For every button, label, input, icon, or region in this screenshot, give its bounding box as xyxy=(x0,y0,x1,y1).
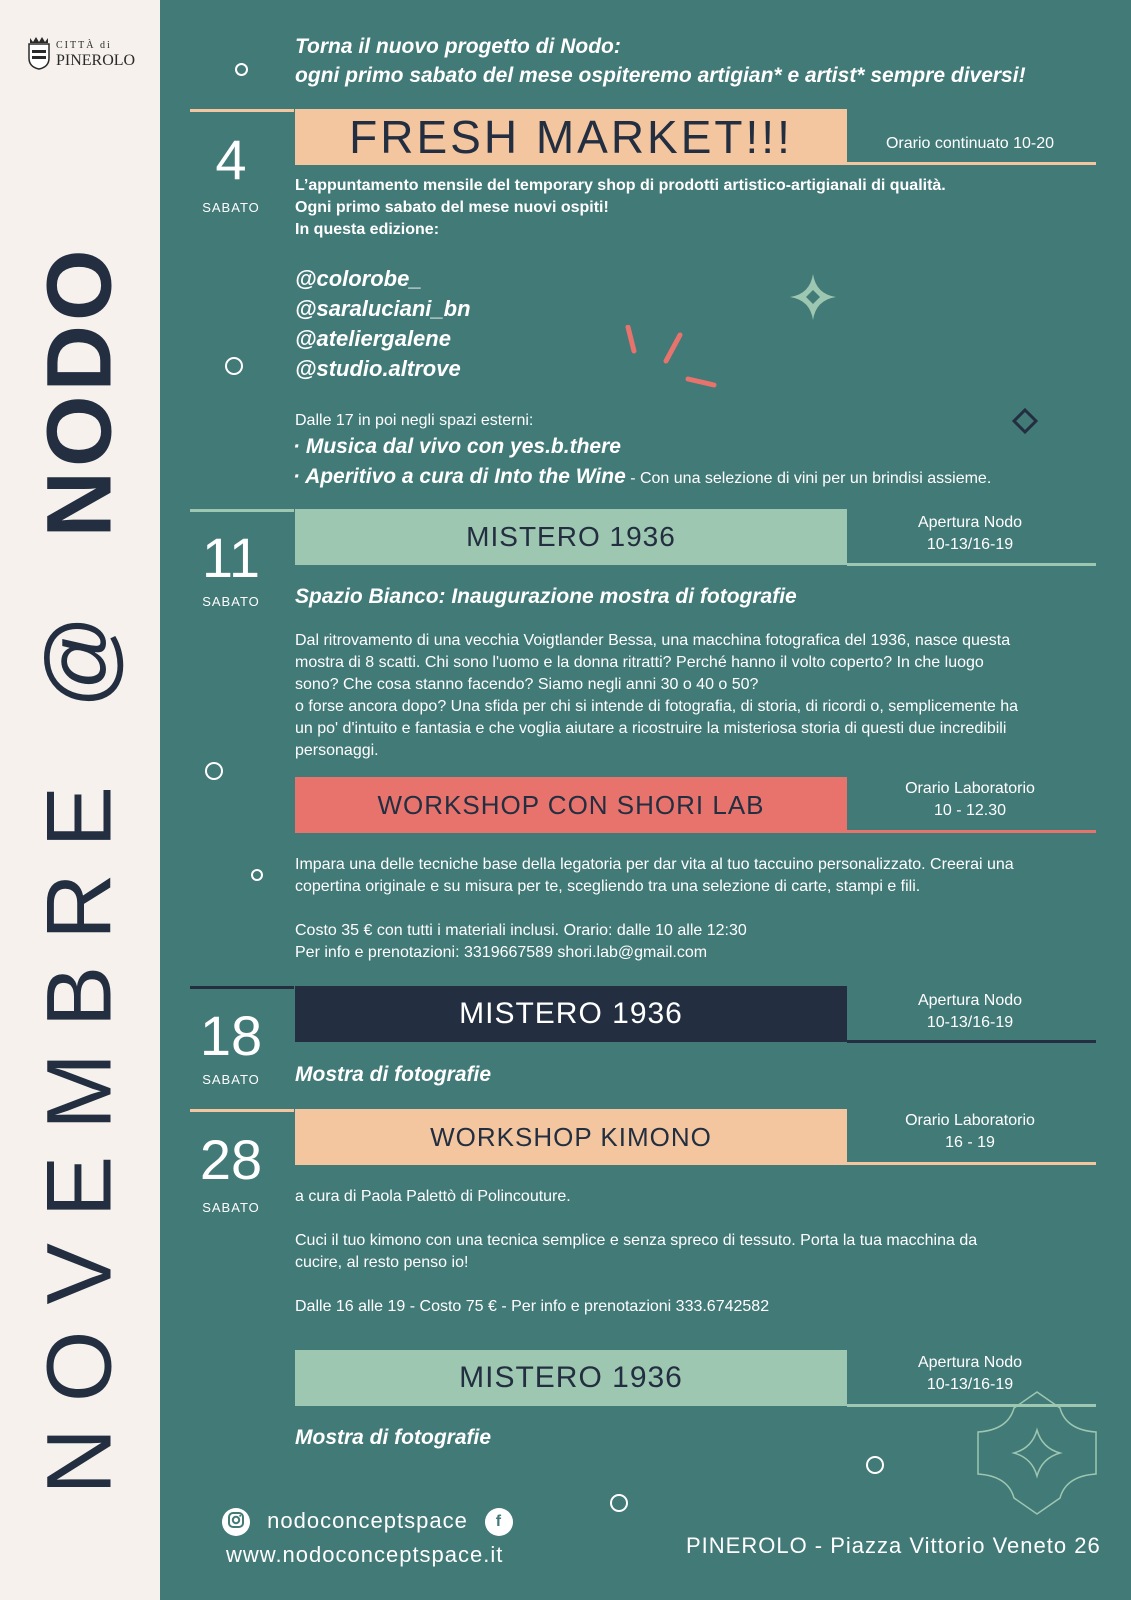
banner-fresh-market: FRESH MARKET!!! xyxy=(295,109,847,165)
hours-line: 10-13/16-19 xyxy=(926,1014,1014,1031)
handle-colorobe[interactable]: @colorobe_ xyxy=(295,266,422,291)
instagram-icon[interactable] xyxy=(222,1508,250,1536)
footer-social xyxy=(222,1508,513,1536)
bullet-music: · Musica dal vivo con yes.b.there xyxy=(293,435,621,458)
divider xyxy=(847,830,1096,833)
confetti-icon xyxy=(620,325,720,395)
desc-line: o forse ancora dopo? Una sfida per chi si intende di fotografia, di storia, di ricordi o, semplicemente ha xyxy=(295,698,1019,715)
hours-mistero xyxy=(870,990,1070,1034)
website-link[interactable]: www.nodoconceptspace.it xyxy=(226,1542,504,1567)
banner-mistero-1936: MISTERO 1936 xyxy=(295,509,847,565)
address: PINEROLO - Piazza Vittorio Veneto 26 xyxy=(686,1533,1101,1558)
desc-fresh-market xyxy=(295,175,1105,241)
banner-workshop-kimono: WORKSHOP KIMONO xyxy=(295,1109,847,1165)
decor-circle xyxy=(235,63,248,76)
banner-mistero-1936: MISTERO 1936 xyxy=(295,986,847,1042)
hours-line: Apertura Nodo xyxy=(917,992,1023,1009)
vertical-title-month: NOVEMBRE @ xyxy=(28,537,131,1495)
divider xyxy=(847,1162,1096,1165)
date-day-28: 28 xyxy=(199,1128,263,1191)
divider xyxy=(190,509,294,512)
logo-line2: PINEROLO xyxy=(56,52,136,69)
desc-line: sono? Che cosa stanno facendo? Siamo negli anni 30 o 40 o 50? xyxy=(295,676,759,693)
facebook-icon[interactable]: f xyxy=(485,1508,513,1536)
banner-workshop-shori: WORKSHOP CON SHORI LAB xyxy=(295,777,847,833)
social-handle[interactable]: nodoconceptspace xyxy=(267,1508,468,1533)
desc-line: Ogni primo sabato del mese nuovi ospiti! xyxy=(295,199,609,216)
desc-line: Per info e prenotazioni: 3319667589 shori.lab@gmail.com xyxy=(295,944,708,961)
bullet-aperitivo-text: Aperitivo a cura di Into the Wine xyxy=(305,465,626,488)
divider xyxy=(847,563,1096,566)
desc-line: Costo 35 € con tutti i materiali inclusi. Orario: dalle 10 alle 12:30 xyxy=(295,922,747,939)
handle-saraluciani[interactable]: @saraluciani_bn xyxy=(295,296,471,321)
city-logo xyxy=(24,36,139,74)
outdoor-intro: Dalle 17 in poi negli spazi esterni: xyxy=(295,412,534,429)
hours-line: Apertura Nodo xyxy=(917,514,1023,531)
desc-line: L’appuntamento mensile del temporary shop di prodotti artistico-artigianali di qualità. xyxy=(295,177,946,194)
desc-line: Cuci il tuo kimono con una tecnica semplice e senza spreco di tessuto. Porta la tua macchina da xyxy=(295,1232,978,1249)
desc-shori xyxy=(295,854,1105,964)
desc-line: mostra di 8 scatti. Chi sono l'uomo e la donna ritratti? Perché hanno il volto coperto? In che luogo xyxy=(295,654,984,671)
intro xyxy=(295,32,1026,90)
divider xyxy=(847,1404,1096,1407)
date-weekday: SABATO xyxy=(202,1200,260,1215)
desc-line: a cura di Paola Palettò di Polincouture. xyxy=(295,1188,571,1205)
handle-studio-altrove[interactable]: @studio.altrove xyxy=(295,356,461,381)
date-weekday: SABATO xyxy=(202,200,260,215)
decor-circle xyxy=(251,869,263,881)
desc-line: Dal ritrovamento di una vecchia Voigtlander Bessa, una macchina fotografica del 1936, nasce questa xyxy=(295,632,1011,649)
decor-circle xyxy=(610,1494,628,1512)
intro-line1: Torna il nuovo progetto di Nodo: xyxy=(295,35,621,58)
desc-line: personaggi. xyxy=(295,742,379,759)
hours-line: 10-13/16-19 xyxy=(926,536,1014,553)
decor-circle xyxy=(225,357,243,375)
date-weekday: SABATO xyxy=(202,1072,260,1087)
desc-line: Impara una delle tecniche base della legatoria per dar vita al tuo taccuino personalizzato. Creerai una xyxy=(295,856,1014,873)
subtitle-mistero: Spazio Bianco: Inaugurazione mostra di fotografie xyxy=(295,585,797,608)
date-weekday: SABATO xyxy=(202,594,260,609)
hours-shori xyxy=(870,778,1070,822)
hours-line: Orario Laboratorio xyxy=(905,1112,1035,1129)
hours-fresh-market: Orario continuato 10-20 xyxy=(885,135,1055,152)
hours-kimono xyxy=(870,1110,1070,1154)
vertical-title xyxy=(28,245,133,1494)
hours-line: 10 - 12.30 xyxy=(933,802,1007,819)
city-crest-icon xyxy=(26,36,52,70)
subtitle-mostra: Mostra di fotografie xyxy=(295,1063,492,1086)
subtitle-mostra: Mostra di fotografie xyxy=(295,1426,492,1449)
bullet-aperitivo: · Aperitivo a cura di Into the Wine - Con una selezione di vini per un brindisi assieme. xyxy=(293,465,992,488)
hours-mistero xyxy=(870,1352,1070,1396)
date-day-11: 11 xyxy=(201,526,261,589)
vertical-title-brand: NODO xyxy=(28,245,131,538)
desc-mistero xyxy=(295,630,1105,762)
divider xyxy=(190,1109,294,1112)
ornament-icon xyxy=(974,1390,1100,1516)
date-day-4: 4 xyxy=(215,128,247,191)
decor-circle xyxy=(205,762,223,780)
desc-kimono xyxy=(295,1186,1105,1318)
sparkle-icon xyxy=(788,272,838,322)
desc-line: copertina originale e su misura per te, scegliendo tra una selezione di carte, stampi e fili. xyxy=(295,878,921,895)
hours-line: Apertura Nodo xyxy=(917,1354,1023,1371)
divider xyxy=(847,162,1096,165)
bullet-aperitivo-note: - Con una selezione di vini per un brindisi assieme. xyxy=(625,470,992,487)
handle-ateliergalene[interactable]: @ateliergalene xyxy=(295,326,451,351)
hours-mistero xyxy=(870,512,1070,556)
decor-circle xyxy=(866,1456,884,1474)
logo-line1: CITTÀ di xyxy=(56,40,112,51)
hours-line: 10-13/16-19 xyxy=(926,1376,1014,1393)
desc-line: In questa edizione: xyxy=(295,221,440,238)
divider xyxy=(190,109,294,112)
desc-line: Dalle 16 alle 19 - Costo 75 € - Per info e prenotazioni 333.6742582 xyxy=(295,1298,770,1315)
banner-mistero-1936: MISTERO 1936 xyxy=(295,1350,847,1406)
intro-line2: ogni primo sabato del mese ospiteremo artigian* e artist* sempre diversi! xyxy=(295,64,1026,87)
divider xyxy=(847,1040,1096,1043)
divider xyxy=(190,986,294,989)
sidebar xyxy=(0,0,160,1600)
desc-line: un po' d'intuito e fantasia e che voglia aiutare a ricostruire la misteriosa storia di questi due incredibili xyxy=(295,720,1007,737)
bullet-music-text: Musica dal vivo con yes.b.there xyxy=(305,435,621,458)
hours-line: 16 - 19 xyxy=(945,1134,995,1151)
date-day-18: 18 xyxy=(199,1004,263,1067)
desc-line: cucire, al resto penso io! xyxy=(295,1254,469,1271)
hours-line: Orario Laboratorio xyxy=(905,780,1035,797)
